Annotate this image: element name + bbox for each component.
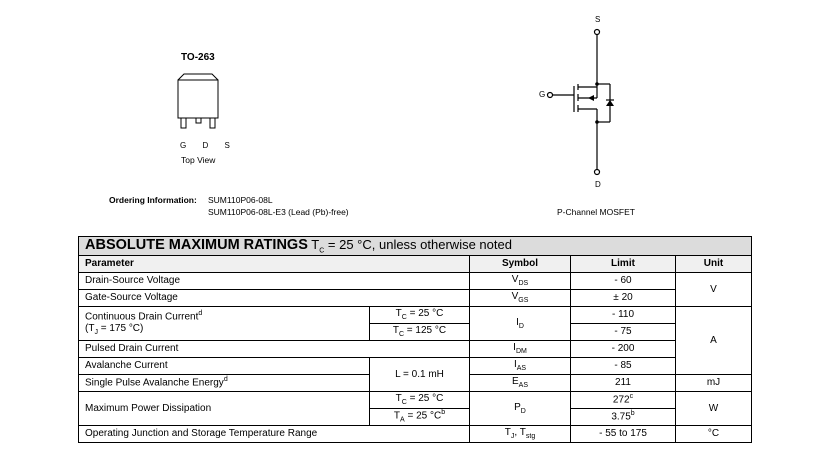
header-symbol: Symbol [470,255,571,272]
ordering-line-1: SUM110P06-08L [208,195,273,205]
mosfet-pin-d: D [595,180,601,189]
package-pins: G D S [180,141,237,150]
ordering-label: Ordering Information: [109,195,197,205]
table-row: Maximum Power Dissipation $T_C = 25$ °C $P_D$ 272$^c$ W [79,391,752,408]
table-row: Continuous Drain Current$^d$ ($T_J = 175$ °C) $T_C = 25$ °C $I_D$ - 110 A [79,306,752,323]
to263-package-icon [170,66,230,142]
table-title: ABSOLUTE MAXIMUM RATINGS $T_C = 25$ °C, unless otherwise noted [79,237,752,256]
ordering-line-2: SUM110P06-08L-E3 (Lead (Pb)-free) [208,207,349,217]
table-row: Pulsed Drain Current $I_{DM}$ - 200 [79,340,752,357]
mosfet-pin-s: S [595,15,601,24]
table-row: $T_A = 25$ $^\circ C^b$ 3.75$^b$ [79,408,752,425]
header-unit: Unit [676,255,752,272]
table-row: Drain-Source Voltage $V_{DS}$ - 60 V [79,272,752,289]
header-parameter: Parameter [79,255,470,272]
package-view-label: Top View [181,155,216,165]
package-title: TO-263 [181,52,215,63]
header-limit: Limit [571,255,676,272]
table-row: Single Pulse Avalanche Energy$^d$ $E_{AS}$ 211 mJ [79,374,752,391]
table-row: Avalanche Current L = 0.1 mH $I_{AS}$ - 85 [79,357,752,374]
p-channel-mosfet-symbol-icon [530,10,630,180]
absolute-maximum-ratings-table [78,236,752,443]
mosfet-caption: P-Channel MOSFET [557,207,635,217]
table-row: Operating Junction and Storage Temperature Range $T_J$, $T_{stg}$ - 55 to 175 °C [79,425,752,442]
table-title-row [79,237,752,256]
table-row: Gate-Source Voltage $V_{GS}$ ± 20 [79,289,752,306]
table-header-row [79,255,752,272]
mosfet-pin-g: G [539,90,546,99]
table-row: $T_C = 125$ °C - 75 [79,323,752,340]
